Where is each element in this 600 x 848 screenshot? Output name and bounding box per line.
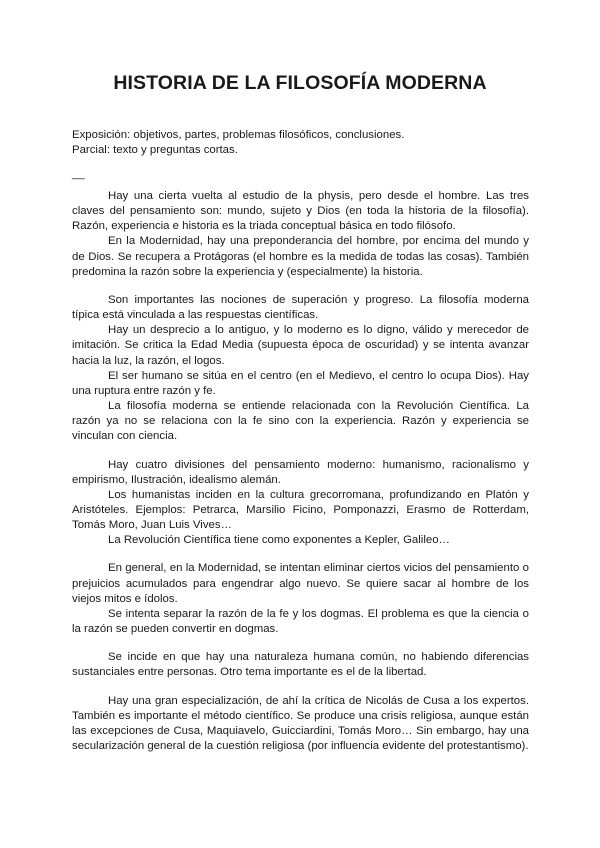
paragraph: Los humanistas inciden en la cultura grecorromana, profundizando en Platón y Aristóteles. Ejemplos: Petrarca, Marsilio Ficino, Pomponazzi, Erasmo de Rotterdam, Tomás Moro, Juan Luis Vives… (72, 488, 529, 532)
separator: __ (72, 168, 85, 180)
paragraph: El ser humano se sitúa en el centro (en el Medievo, el centro lo ocupa Dios). Hay una ruptura entre razón y fe. (72, 369, 529, 397)
partial-exam-note: Parcial: texto y preguntas cortas. (72, 144, 238, 156)
paragraph: En general, en la Modernidad, se intentan eliminar ciertos vicios del pensamiento o prejuicios acumulados para engendrar algo nuevo. Se quiere sacar al hombre de los viejos mitos e ídolos. (72, 562, 529, 605)
paragraph: Hay una gran especialización, de ahí la crítica de Nicolás de Cusa a los expertos. También es importante el método científico. Se produce una crisis religiosa, aunque están las excepciones de Cusa, Maquiavelo, Guicciardini, Tomás Moro… Sin embargo, hay una secularización general de la cuestión religiosa (por influencia evidente del protestantismo). (72, 694, 529, 752)
document-body (72, 189, 529, 754)
paragraph: Hay un desprecio a lo antiguo, y lo moderno es lo digno, válido y merecedor de imitación. Se critica la Edad Media (supuesta época de oscuridad) y se intenta avanzar hacia la luz, la razón, el logos. (72, 324, 529, 367)
paragraph: En la Modernidad, hay una preponderancia del hombre, por encima del mundo y de Dios. Se recupera a Protágoras (el hombre es la medida de todas las cosas). También predomina la razón sobre la experiencia y (especialmente) la historia. (72, 235, 529, 278)
paragraph: Hay cuatro divisiones del pensamiento moderno: humanismo, racionalismo y empirismo, Ilustración, idealismo alemán. (72, 458, 529, 486)
paragraph: Se intenta separar la razón de la fe y los dogmas. El problema es que la ciencia o la razón se pueden convertir en dogmas. (72, 607, 529, 636)
paragraph: La Revolución Científica tiene como exponentes a Kepler, Galileo… (108, 534, 450, 547)
page-title: HISTORIA DE LA FILOSOFÍA MODERNA (113, 72, 487, 94)
paragraph: La filosofía moderna se entiende relacionada con la Revolución Científica. La razón ya no se relaciona con la fe sino con la experiencia. Razón y experiencia se vinculan con ciencia. (72, 400, 529, 443)
paragraph: Son importantes las nociones de superación y progreso. La filosofía moderna típica está vinculada a las respuestas científicas. (72, 293, 529, 322)
paragraph: Se incide en que hay una naturaleza humana común, no habiendo diferencias sustanciales entre personas. Otro tema importante es el de la libertad. (72, 651, 529, 679)
exposition-note: Exposición: objetivos, partes, problemas filosóficos, conclusiones. (72, 129, 405, 141)
paragraph: Hay una cierta vuelta al estudio de la physis, pero desde el hombre. Las tres claves del pensamiento son: mundo, sujeto y Dios (en toda la historia de la filosofía). Razón, experiencia e historia es la triada conceptual básica en todo filósofo. (72, 190, 529, 233)
course-notes (72, 128, 404, 158)
